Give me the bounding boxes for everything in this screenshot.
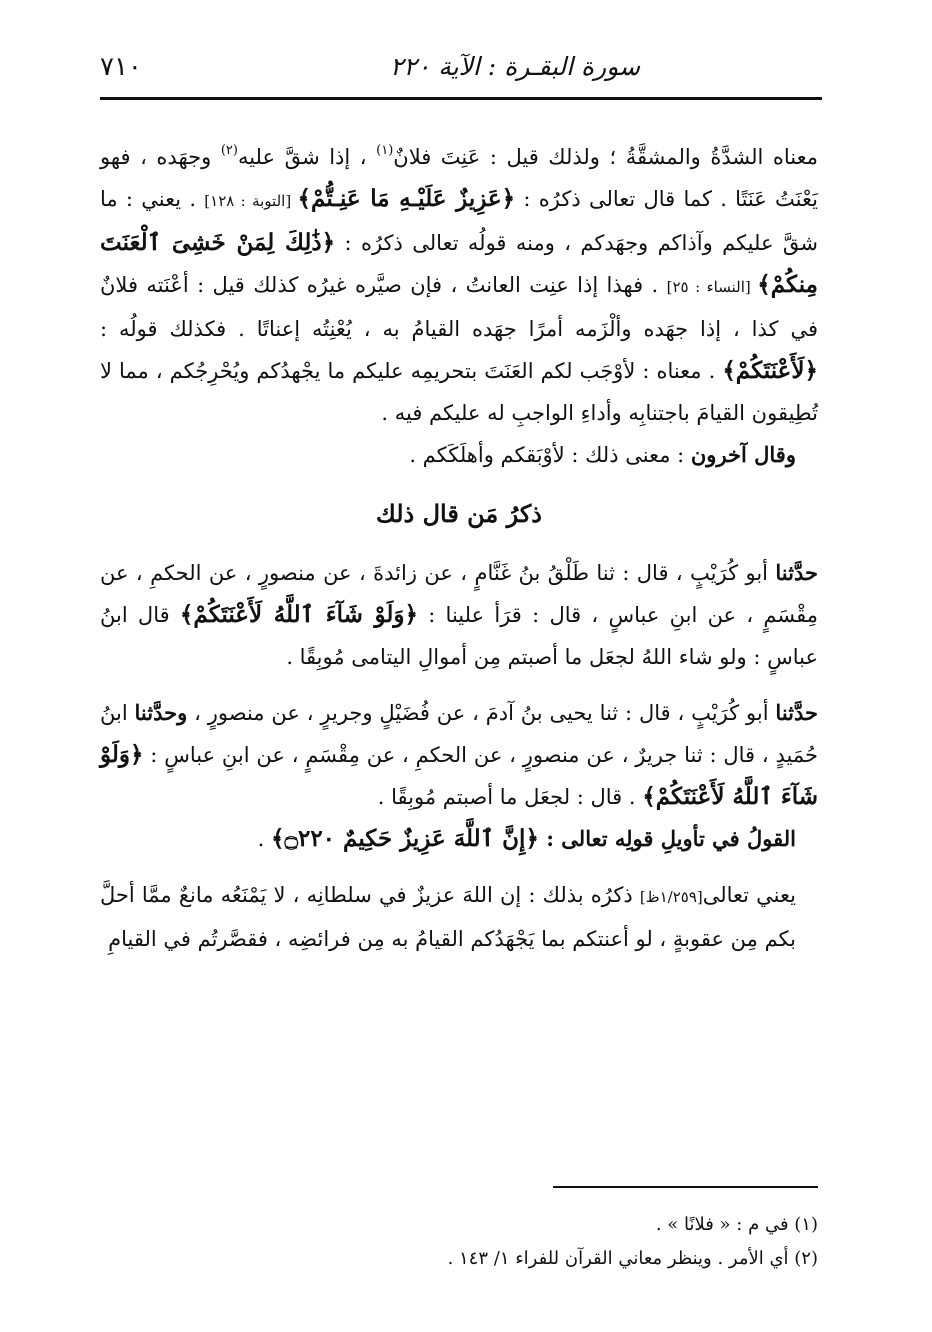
spacer: [100, 860, 818, 874]
text: . قال : لجعَل ما أصبتم مُوبِقًا .: [377, 785, 643, 809]
text: . معناه : لأوْجَب لكم العَنَتَ بتحريمِه عليكم ما يجْهدُكم ويُحْرِجُكم ، مما لا تُطِيقون القيامَ باجتنابِه وأداءِ الواجبِ له عليكم فيه .: [100, 359, 818, 425]
main-text: [100, 130, 818, 960]
verse-reference: [التوبة : ١٢٨]: [204, 192, 298, 210]
text: :: [538, 826, 562, 851]
quran-quote: ﴿عَزِيزٌ عَلَيْـهِ مَا عَنِـتُّمْ﴾: [297, 185, 516, 212]
text: يعني تعالى: [702, 883, 796, 907]
footnote-marker-1: (١): [376, 143, 394, 158]
manuscript-reference: [١/٢٥٩ظ]: [639, 888, 703, 906]
quran-quote: ﴿ذَٰلِكَ لِمَنْ خَشِىَ ٱلْعَنَتَ مِنكُمْ﴾: [100, 229, 818, 298]
text: معناه الشدَّةُ والمشقَّةُ ؛ ولذلك قيل : عَنِتَ فلانٌ: [393, 145, 819, 169]
spacer: [100, 678, 818, 692]
quran-quote: ﴿لَأَعْنَتَكُمْ﴾: [722, 357, 818, 384]
lead-phrase: حدَّثنا: [775, 560, 818, 585]
header-rule: [100, 97, 822, 100]
running-title: سورة البقـرة : الآية ٢٢٠: [390, 52, 641, 81]
text: ذكرُه بذلك : إن اللهَ عزيزٌ في سلطانِه ، لا يَمْنَعُه مانعٌ ممَّا أحلَّ بكم مِن عقوبةٍ ، لو أعنتكم بما يَجْهَدُكم القيامُ به مِن فرائضِه ، فقصَّرتُم في القيامِ: [100, 883, 796, 951]
footnote-rule: [553, 1186, 818, 1188]
quran-quote: ﴿إِنَّ ٱللَّهَ عَزِيزٌ حَكِيمٌ ۝٢٢٠﴾: [271, 825, 539, 852]
text: . يعني : ما شقَّ عليكم وآذاكم وجهَدكم ، ومنه قولُه تعالى ذكرُه :: [100, 187, 818, 255]
page-number: ٧١٠: [100, 52, 142, 82]
paragraph-1: [100, 130, 818, 434]
lead-phrase: وقال آخرون: [690, 442, 796, 467]
spacer: [100, 538, 818, 552]
paragraph-5: [100, 818, 818, 860]
footnote-marker-2: (٢): [220, 143, 238, 158]
text: .: [257, 827, 271, 851]
section-heading: ذكرُ مَن قال ذلك: [376, 499, 542, 528]
quran-quote: ﴿وَلَوْ شَآءَ ٱللَّهُ لَأَعْنَتَكُمْ﴾: [179, 601, 418, 628]
paragraph-4: [100, 692, 818, 818]
text: ابنُ حُمَيدٍ ، قال : ثنا جريرٌ ، عن منصورٍ ، عن الحكمِ ، عن مِقْسَمٍ ، عن ابنِ عباسٍ :: [100, 701, 818, 767]
text: وجهَده ، فهو يَعْنَتُ عَنَتًا . كما قال تعالى ذكرُه :: [100, 145, 818, 211]
lead-phrase: القولُ في تأويلِ قولِه تعالى: [561, 826, 796, 851]
verse-reference: [النساء : ٢٥]: [666, 278, 758, 296]
footnote-1: (١) في م : « فلانًا » .: [655, 1214, 818, 1235]
text: . فهذا إذا عنِت العانتُ ، فإن صيَّره غيرُه كذلك قيل : أعْنَته فلانٌ في كذا ، إذا جهَده وألْزَمه أمرًا جهَده القيامُ به ، يُعْنِتُه إعناتًا . فكذلك قولُه :: [100, 273, 818, 341]
text: أبو كُرَيْبٍ ، قال : ثنا طَلْقُ بنُ غَنَّامٍ ، عن زائدةَ ، عن منصورٍ ، عن الحكمِ ، عن مِقْسَمٍ ، عن ابنِ عباسٍ ، قال : قرَأ علينا :: [100, 561, 818, 627]
text: أبو كُرَيْبٍ ، قال : ثنا يحيى بنُ آدمَ ، عن فُضَيْلٍ وجريرٍ ، عن منصورٍ ،: [187, 701, 776, 725]
paragraph-3: [100, 552, 818, 678]
paragraph-2: [100, 434, 818, 476]
text: : معنى ذلك : لأوْبَقكم وأهلَكَكم .: [409, 443, 691, 467]
footnotes: [100, 1208, 818, 1276]
spacer: [100, 476, 818, 490]
running-header: [100, 52, 822, 92]
quran-quote: ﴿وَلَوْ شَآءَ ٱللَّهُ لَأَعْنَتَكُمْ﴾: [100, 741, 818, 810]
lead-phrase: وحدَّثنا: [134, 700, 188, 725]
lead-phrase: حدَّثنا: [775, 700, 819, 725]
footnote-2: (٢) أي الأمر . وينظر معاني القرآن للفراء ١/ ١٤٣ .: [447, 1248, 818, 1269]
text: ، إذا شقَّ عليه: [237, 145, 377, 169]
paragraph-6: [100, 874, 818, 960]
text: قال ابنُ عباسٍ : ولو شاء اللهُ لجعَل ما أصبتم مِن أموالِ اليتامى مُوبِقًا .: [100, 603, 818, 669]
